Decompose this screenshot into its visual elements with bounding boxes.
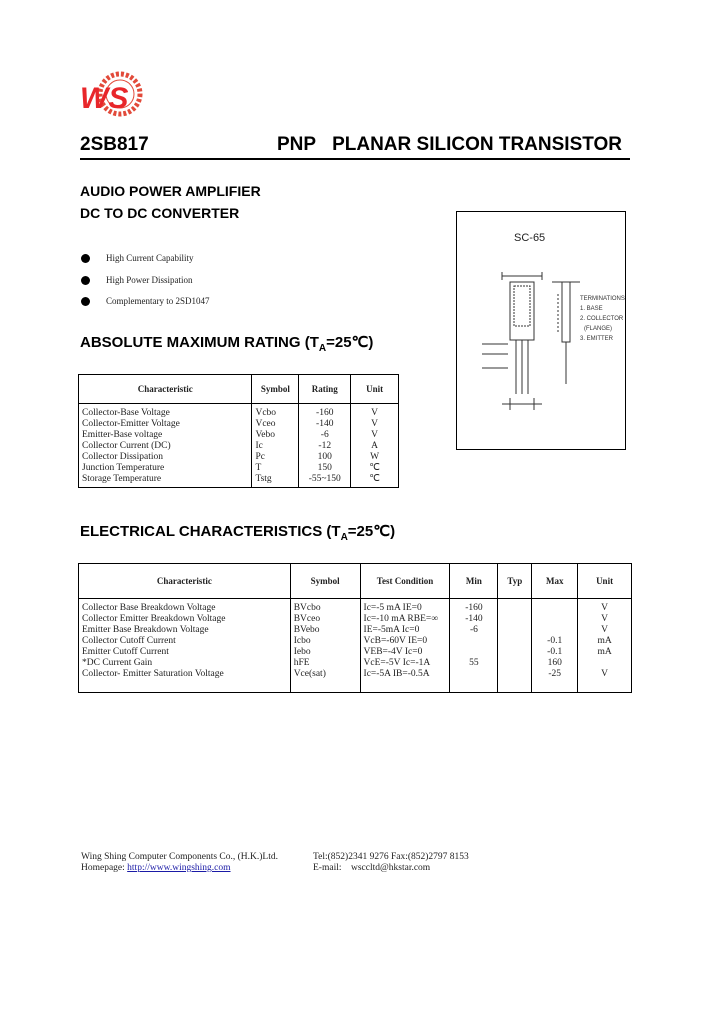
table-row: Collector Dissipation Pc 100 W [79,452,399,463]
table-row: Collector Emitter Breakdown Voltage BVceo Ic=-10 mA RBE=∞ -140 V [79,614,632,625]
package-drawing [462,264,625,424]
column-header: Characteristic [79,375,252,404]
table-row: Collector Current (DC) Ic -12 A [79,441,399,452]
terminal-label: 1. BASE [580,306,603,312]
table-row: Collector-Base Voltage Vcbo -160 V [79,404,399,420]
table-row: *DC Current Gain hFE VcE=-5V Ic=-1A 55 160 [79,658,632,669]
logo-letters: WS [80,82,129,115]
polarity: PNP [277,134,317,155]
terminal-label: 3. EMITTER [580,336,614,342]
document-title [277,134,622,156]
table-row: Collector-Emitter Voltage Vceo -140 V [79,419,399,430]
column-header: Characteristic [79,564,291,599]
footer-company: Wing Shing Computer Components Co., (H.K.)Ltd. [81,852,278,862]
feature-1: High Current Capability [106,253,194,263]
column-header: Max [532,564,578,599]
bullet-icon [81,254,90,263]
footer-email: E-mail: wsccltd@hkstar.com [313,863,431,873]
bullet-icon [81,297,90,306]
column-header: Min [450,564,498,599]
column-header: Typ [498,564,532,599]
column-header: Unit [578,564,632,599]
part-number: 2SB817 [80,134,149,155]
table-row: Storage Temperature Tstg -55~150 ℃ [79,474,399,488]
application-2: DC TO DC CONVERTER [80,205,240,221]
company-logo [78,70,148,125]
abs-max-heading: ABSOLUTE MAXIMUM RATING $(T_A=25℃)$ [80,334,374,354]
header-rule [80,158,630,160]
terminal-label: TERMINATIONS [580,296,625,302]
column-header: Symbol [252,375,299,404]
table-row: Junction Temperature T 150 ℃ [79,463,399,474]
terminal-label: 2. COLLECTOR [580,316,624,322]
column-header: Rating [299,375,351,404]
terminal-label: (FLANGE) [584,326,613,332]
table-row: Collector Cutoff Current Icbo VcB=-60V IE=0 -0.1 mA [79,636,632,647]
homepage-link[interactable]: http://www.wingshing.com [127,863,231,873]
feature-2: High Power Dissipation [106,275,193,285]
electrical-table [78,563,632,693]
table-row: Emitter Cutoff Current Iebo VEB=-4V Ic=0 -0.1 mA [79,647,632,658]
application-1: AUDIO POWER AMPLIFIER [80,183,261,199]
table-row: Collector- Emitter Saturation Voltage Vce(sat) Ic=-5A IB=-0.5A -25 V [79,669,632,693]
feature-3: Complementary to 2SD1047 [106,296,210,306]
package-name: SC-65 [514,232,546,244]
title-text: PLANAR SILICON TRANSISTOR [332,134,623,155]
table-row: Collector Base Breakdown Voltage BVcbo Ic=-5 mA IE=0 -160 V [79,599,632,615]
table-row: Emitter-Base voltage Vebo -6 V [79,430,399,441]
column-header: Test Condition [360,564,450,599]
footer-homepage: Homepage: http://www.wingshing.com [81,863,231,873]
abs-max-table [78,374,399,488]
footer-tel-fax: Tel:(852)2341 9276 Fax:(852)2797 8153 [313,852,469,862]
column-header: Symbol [290,564,360,599]
electrical-heading: ELECTRICAL CHARACTERISTICS $(T_A=25℃)$ [80,523,396,543]
table-row: Emitter Base Breakdown Voltage BVebo IE=-5mA Ic=0 -6 V [79,625,632,636]
email-address: wsccltd@hkstar.com [351,863,431,873]
column-header: Unit [351,375,399,404]
bullet-icon [81,276,90,285]
